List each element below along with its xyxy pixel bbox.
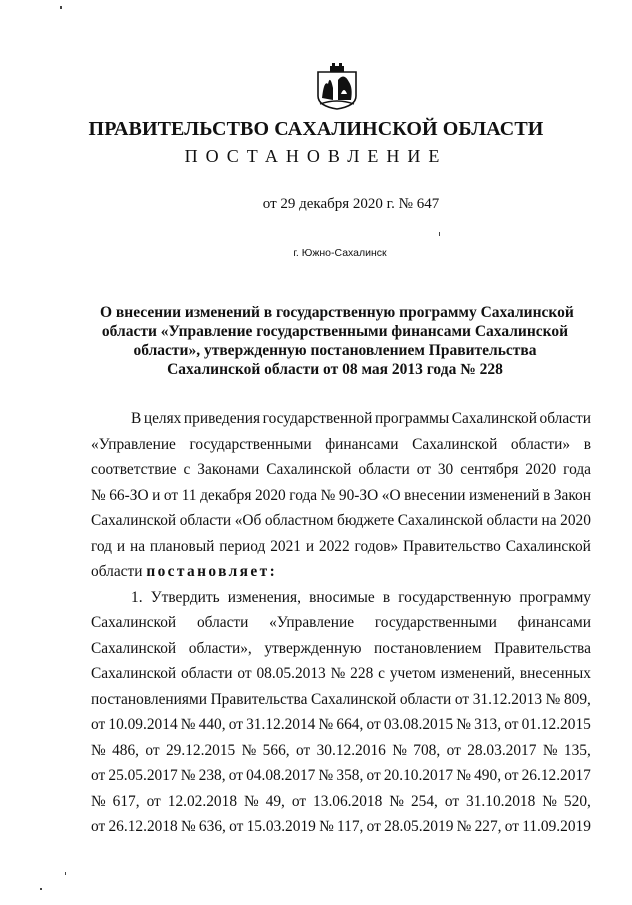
body-text: [91, 406, 591, 840]
body-line: от 25.05.2017 № 238, от 04.08.2017 № 358, от 20.10.2017 № 490, от 26.12.2017: [91, 767, 591, 784]
body-line: от 26.12.2018 № 636, от 15.03.2019 № 117, от 28.05.2019 № 227, от 11.09.2019: [91, 818, 591, 835]
body-line: № 66-ЗО и от 11 декабря 2020 года № 90-ЗО «О внесении изменений в Закон: [91, 486, 591, 504]
organization-title: ПРАВИТЕЛЬСТВО САХАЛИНСКОЙ ОБЛАСТИ: [88, 118, 544, 140]
resolution-prefix: области: [91, 563, 143, 580]
resolution-verb: постановляет:: [146, 563, 278, 580]
coat-of-arms-emblem: [316, 62, 358, 110]
scan-speck: [40, 888, 42, 890]
city-name: г. Южно-Сахалинск: [293, 247, 387, 259]
document-subject: [100, 303, 574, 379]
subject-line: О внесении изменений в государственную программу Сахалинской: [100, 304, 574, 321]
scan-speck: [60, 6, 62, 9]
scan-speck: [439, 232, 440, 236]
body-line-resolution: [91, 559, 591, 585]
body-line: постановлениями Правительства Сахалинской области от 31.12.2013 № 809,: [91, 690, 591, 708]
body-line: соответствие с Законами Сахалинской области от 30 сентября 2020 года: [91, 461, 591, 478]
body-line: от 10.09.2014 № 440, от 31.12.2014 № 664, от 03.08.2015 № 313, от 01.12.2015: [91, 716, 591, 733]
body-line: Сахалинской области «Управление государственными финансами: [91, 614, 591, 631]
body-line: В целях приведения государственной программы Сахалинской области: [131, 410, 591, 427]
scan-speck: [65, 872, 66, 875]
body-line: Сахалинской области «Об областном бюджете Сахалинской области на 2020: [91, 512, 591, 529]
date-and-number: от 29 декабря 2020 г. № 647: [262, 196, 440, 212]
body-line: Сахалинской области», утвержденную постановлением Правительства: [91, 639, 591, 657]
subject-line: области», утвержденную постановлением Правительства: [133, 342, 537, 359]
body-line: Сахалинской области от 08.05.2013 № 228 с учетом изменений, внесенных: [91, 665, 591, 682]
body-line: 1. Утвердить изменения, вносимые в государственную программу: [131, 588, 591, 606]
body-line: № 617, от 12.02.2018 № 49, от 13.06.2018 № 254, от 31.10.2018 № 520,: [91, 792, 591, 810]
document-type: ПОСТАНОВЛЕНИЕ: [184, 146, 448, 166]
body-line: год и на плановый период 2021 и 2022 годов» Правительство Сахалинской: [91, 537, 591, 555]
subject-line: Сахалинской области от 08 мая 2013 года № 228: [167, 361, 503, 378]
body-line: «Управление государственными финансами Сахалинской области» в: [91, 435, 591, 453]
body-line: № 486, от 29.12.2015 № 566, от 30.12.2016 № 708, от 28.03.2017 № 135,: [91, 741, 591, 759]
subject-line: области «Управление государственными финансами Сахалинской: [101, 323, 569, 340]
